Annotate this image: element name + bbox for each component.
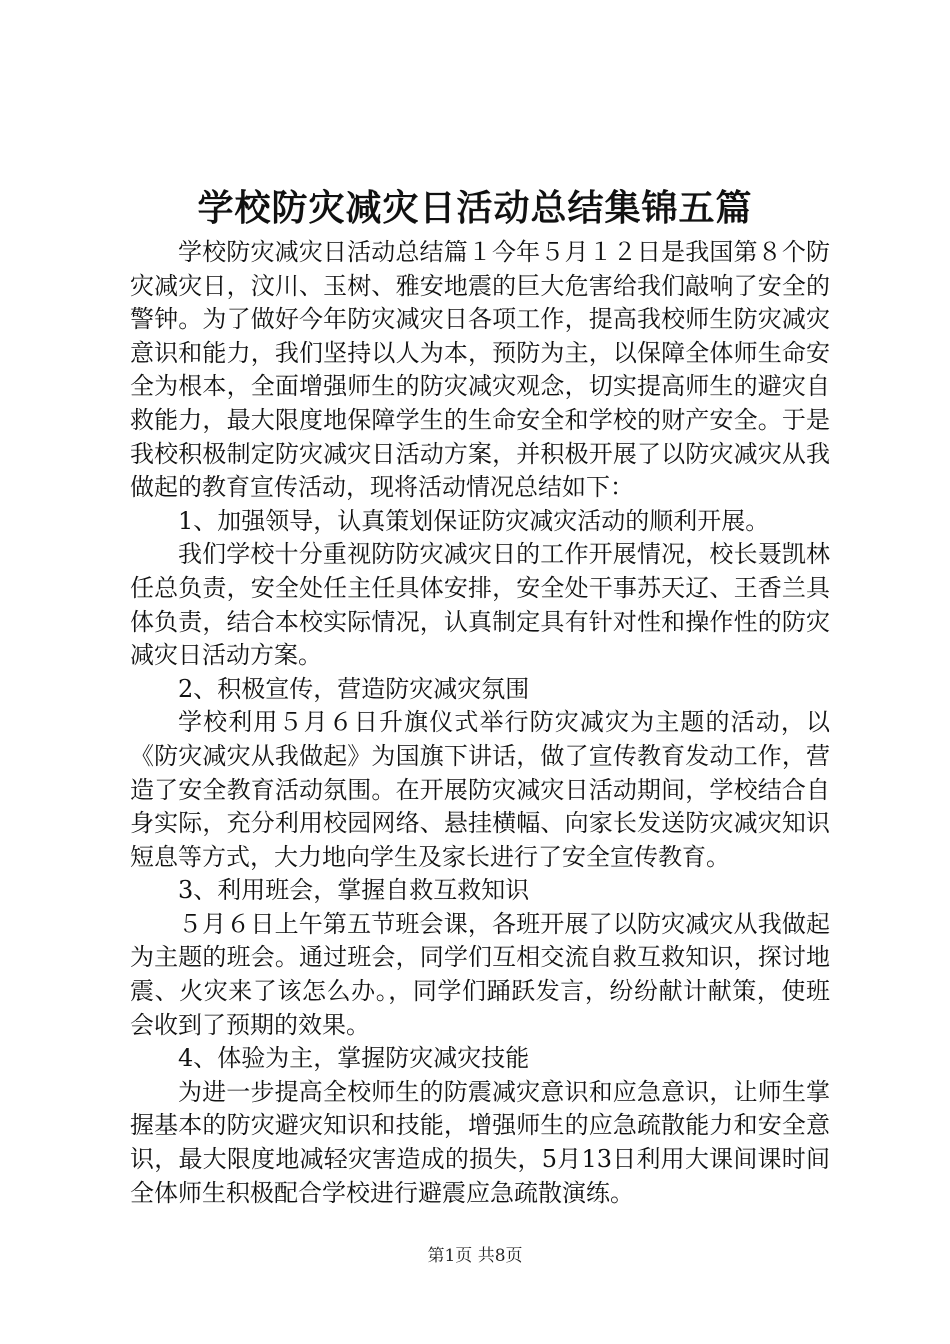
document-title: 学校防灾减灾日活动总结集锦五篇 [197,187,753,229]
section-heading-4: 4、体验为主，掌握防灾减灾技能 [178,1044,530,1073]
paragraph-class-meeting: ５月６日上午第五节班会课，各班开展了以防灾减灾从我做起为主题的班会。通过班会，同学们互相交流自救互救知识，探讨地震、火灾来了该怎么办。，同学们踊跃发言，纷纷献计献策，使班会收到了预期的效果。 [130,909,830,1039]
paragraph-leadership: 我们学校十分重视防防灾减灾日的工作开展情况，校长聂凯林任总负责，安全处任主任具体安排，安全处干事苏天辽、王香兰具体负责，结合本校实际情况，认真制定具有针对性和操作性的防灾减灾日活动方案。 [130,540,830,670]
paragraph-publicity: 学校利用５月６日升旗仪式举行防灾减灾为主题的活动，以《防灾减灾从我做起》为国旗下讲话，做了宣传教育发动工作，营造了安全教育活动氛围。在开展防灾减灾日活动期间，学校结合自身实际，充分利用校园网络、悬挂横幅、向家长发送防灾减灾知识短息等方式，大力地向学生及家长进行了安全宣传教育。 [130,708,830,871]
document-body [130,236,830,1210]
page-number-footer: 第1页 共8页 [427,1246,523,1266]
paragraph-intro: 学校防灾减灾日活动总结篇１今年５月１２日是我国第８个防灾减灾日，汶川、玉树、雅安地震的巨大危害给我们敲响了安全的警钟。为了做好今年防灾减灾日各项工作，提高我校师生防灾减灾意识和能力，我们坚持以人为本，预防为主，以保障全体师生命安全为根本，全面增强师生的防灾减灾观念，切实提高师生的避灾自救能力，最大限度地保障学生的生命安全和学校的财产安全。于是我校积极制定防灾减灾日活动方案，并积极开展了以防灾减灾从我做起的教育宣传活动，现将活动情况总结如下： [130,238,830,502]
section-heading-1: 1、加强领导，认真策划保证防灾减灾活动的顺利开展。 [178,506,770,535]
paragraph-drill: 为进一步提高全校师生的防震减灾意识和应急意识，让师生掌握基本的防灾避灾知识和技能，增强师生的应急疏散能力和安全意识，最大限度地减轻灾害造成的损失，5月13日利用大课间课时间全体师生积极配合学校进行避震应急疏散演练。 [130,1077,830,1207]
section-heading-2: 2、积极宣传，营造防灾减灾氛围 [178,674,530,703]
section-heading-3: 3、利用班会，掌握自救互救知识 [178,876,530,905]
